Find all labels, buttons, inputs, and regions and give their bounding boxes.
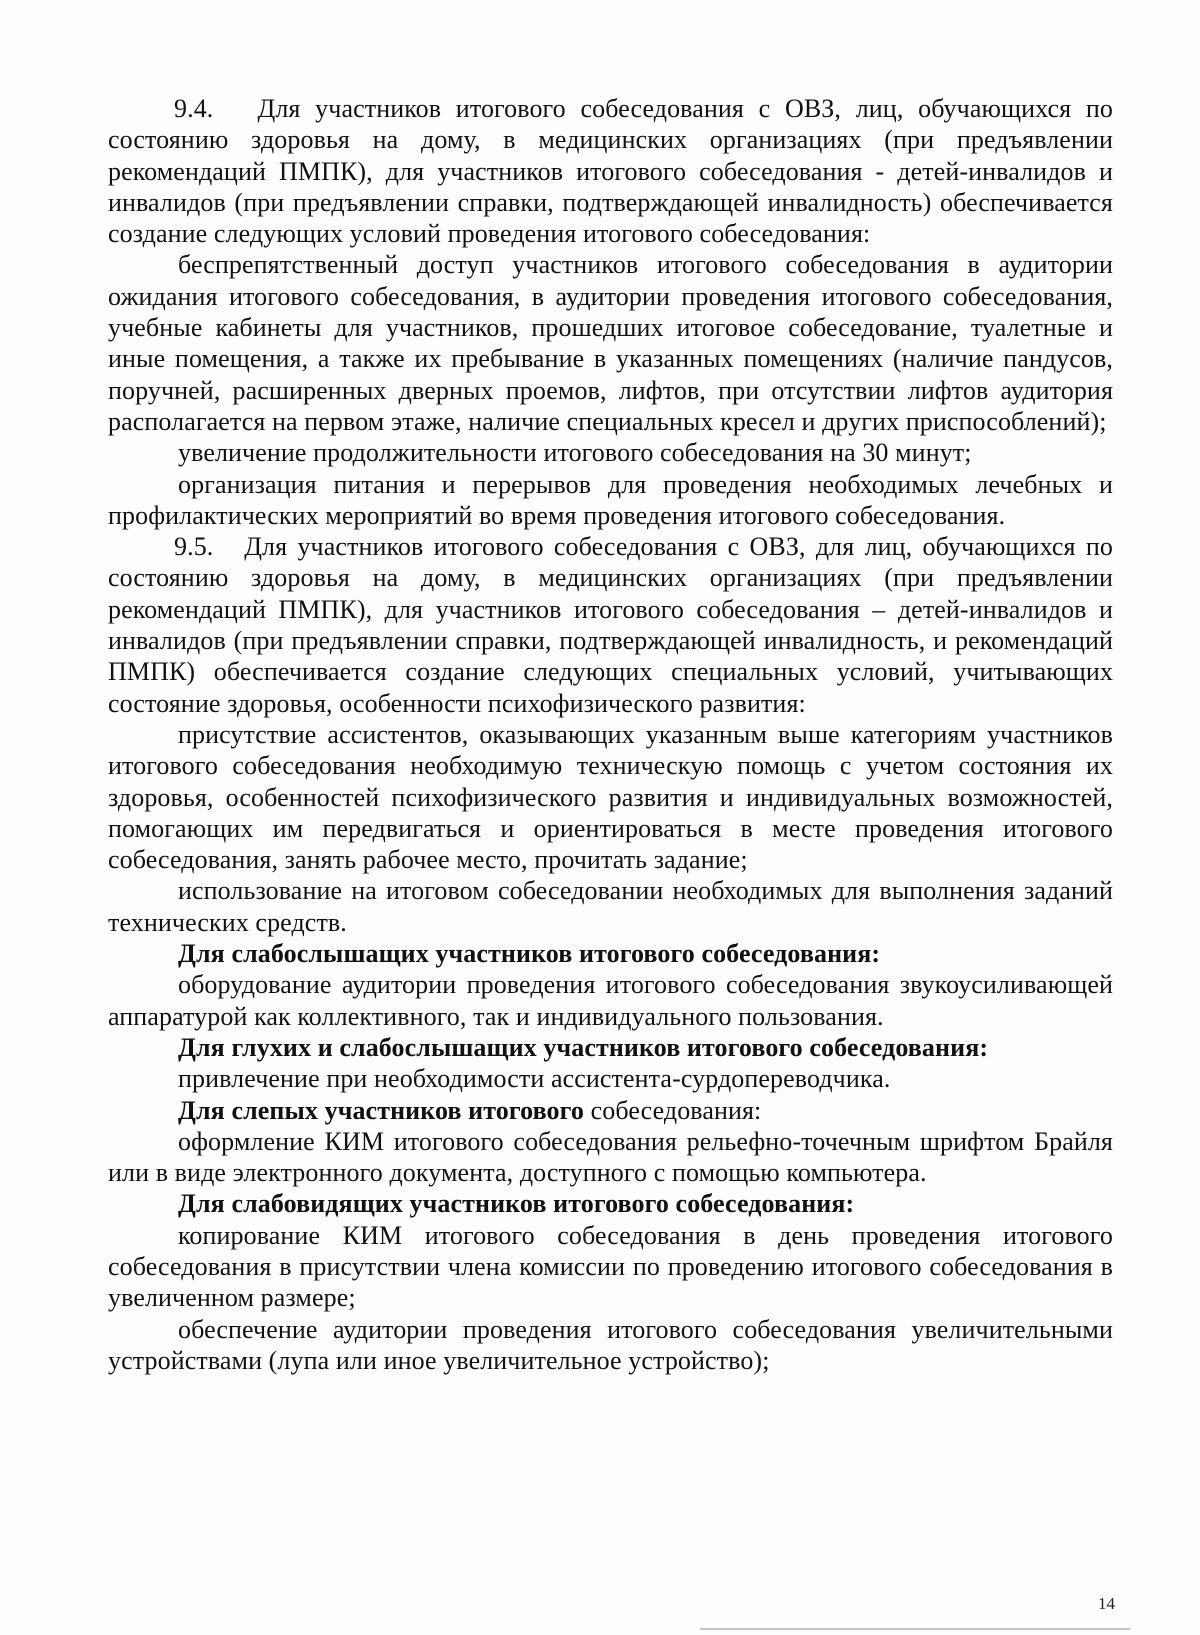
heading-blind-bold: Для слепых участников итогового: [178, 1095, 584, 1125]
paragraph-9-4: 9.4. Для участников итогового собеседования с ОВЗ, лиц, обучающихся по состоянию здоровья на дому, в медицинских организациях (при предъявлении рекомендаций ПМПК), для участников итогового собеседования - детей-инвалидов и инвалидов (при предъявлении справки, подтверждающей инвалидность) обеспечивается создание следующих условий проведения итогового собеседования:: [108, 94, 1113, 249]
document-body: [108, 93, 1113, 1376]
heading-hard-of-hearing: Для слабослышащих участников итогового собеседования:: [178, 939, 881, 969]
paragraph-meals-breaks: организация питания и перерывов для проведения необходимых лечебных и профилактических мероприятий во время проведения итогового собеседования.: [108, 469, 1113, 530]
heading-blind: [108, 1095, 1113, 1126]
heading-blind-rest: собеседования:: [584, 1095, 762, 1125]
paragraph-assistants: присутствие ассистентов, оказывающих указанным выше категориям участников итогового собеседования необходимую техническую помощь с учетом состояния их здоровья, особенностей психофизического развития и индивидуальных возможностей, помогающих им передвигаться и ориентироваться в месте проведения итогового собеседования, занять рабочее место, прочитать задание;: [108, 719, 1113, 875]
scan-edge-line: [700, 1628, 1130, 1630]
paragraph-technical-means: использование на итоговом собеседовании необходимых для выполнения заданий технических средств.: [108, 876, 1113, 937]
paragraph-access: беспрепятственный доступ участников итогового собеседования в аудитории ожидания итогового собеседования, в аудитории проведения итогового собеседования, учебные кабинеты для участников, прошедших итоговое собеседование, туалетные и иные помещения, а также их пребывание в указанных помещениях (наличие пандусов, поручней, расширенных дверных проемов, лифтов, при отсутствии лифтов аудитория располагается на первом этаже, наличие специальных кресел и других приспособлений);: [108, 250, 1113, 436]
paragraph-sign-interpreter: привлечение при необходимости ассистента-сурдопереводчика.: [178, 1064, 891, 1094]
paragraph-9-5: 9.5. Для участников итогового собеседования с ОВЗ, для лиц, обучающихся по состоянию здоровья на дому, в медицинских организациях (при предъявлении рекомендаций ПМПК), для участников итогового собеседования – детей-инвалидов и инвалидов (при предъявлении справки, подтверждающей инвалидность, и рекомендаций ПМПК) обеспечивается создание следующих специальных условий, учитывающих состояние здоровья, особенности психофизического развития:: [108, 532, 1113, 718]
page-number: 14: [1098, 1594, 1115, 1613]
heading-deaf: Для глухих и слабослышащих участников итогового собеседования:: [178, 1032, 989, 1062]
paragraph-magnifiers: обеспечение аудитории проведения итогового собеседования увеличительными устройствами (лупа или иное увеличительное устройство);: [108, 1314, 1113, 1375]
paragraph-braille: оформление КИМ итогового собеседования рельефно-точечным шрифтом Брайля или в виде электронного документа, доступного с помощью компьютера.: [108, 1126, 1113, 1188]
paragraph-duration: увеличение продолжительности итогового собеседования на 30 минут;: [178, 438, 972, 468]
paragraph-enlarged-copy: копирование КИМ итогового собеседования в день проведения итогового собеседования в присутствии члена комиссии по проведению итогового собеседования в увеличенном размере;: [108, 1220, 1113, 1313]
paragraph-sound-equipment: оборудование аудитории проведения итогового собеседования звукоусиливающей аппаратурой как коллективного, так и индивидуального пользования.: [108, 970, 1113, 1031]
heading-visually-impaired: Для слабовидящих участников итогового собеседования:: [178, 1189, 855, 1219]
